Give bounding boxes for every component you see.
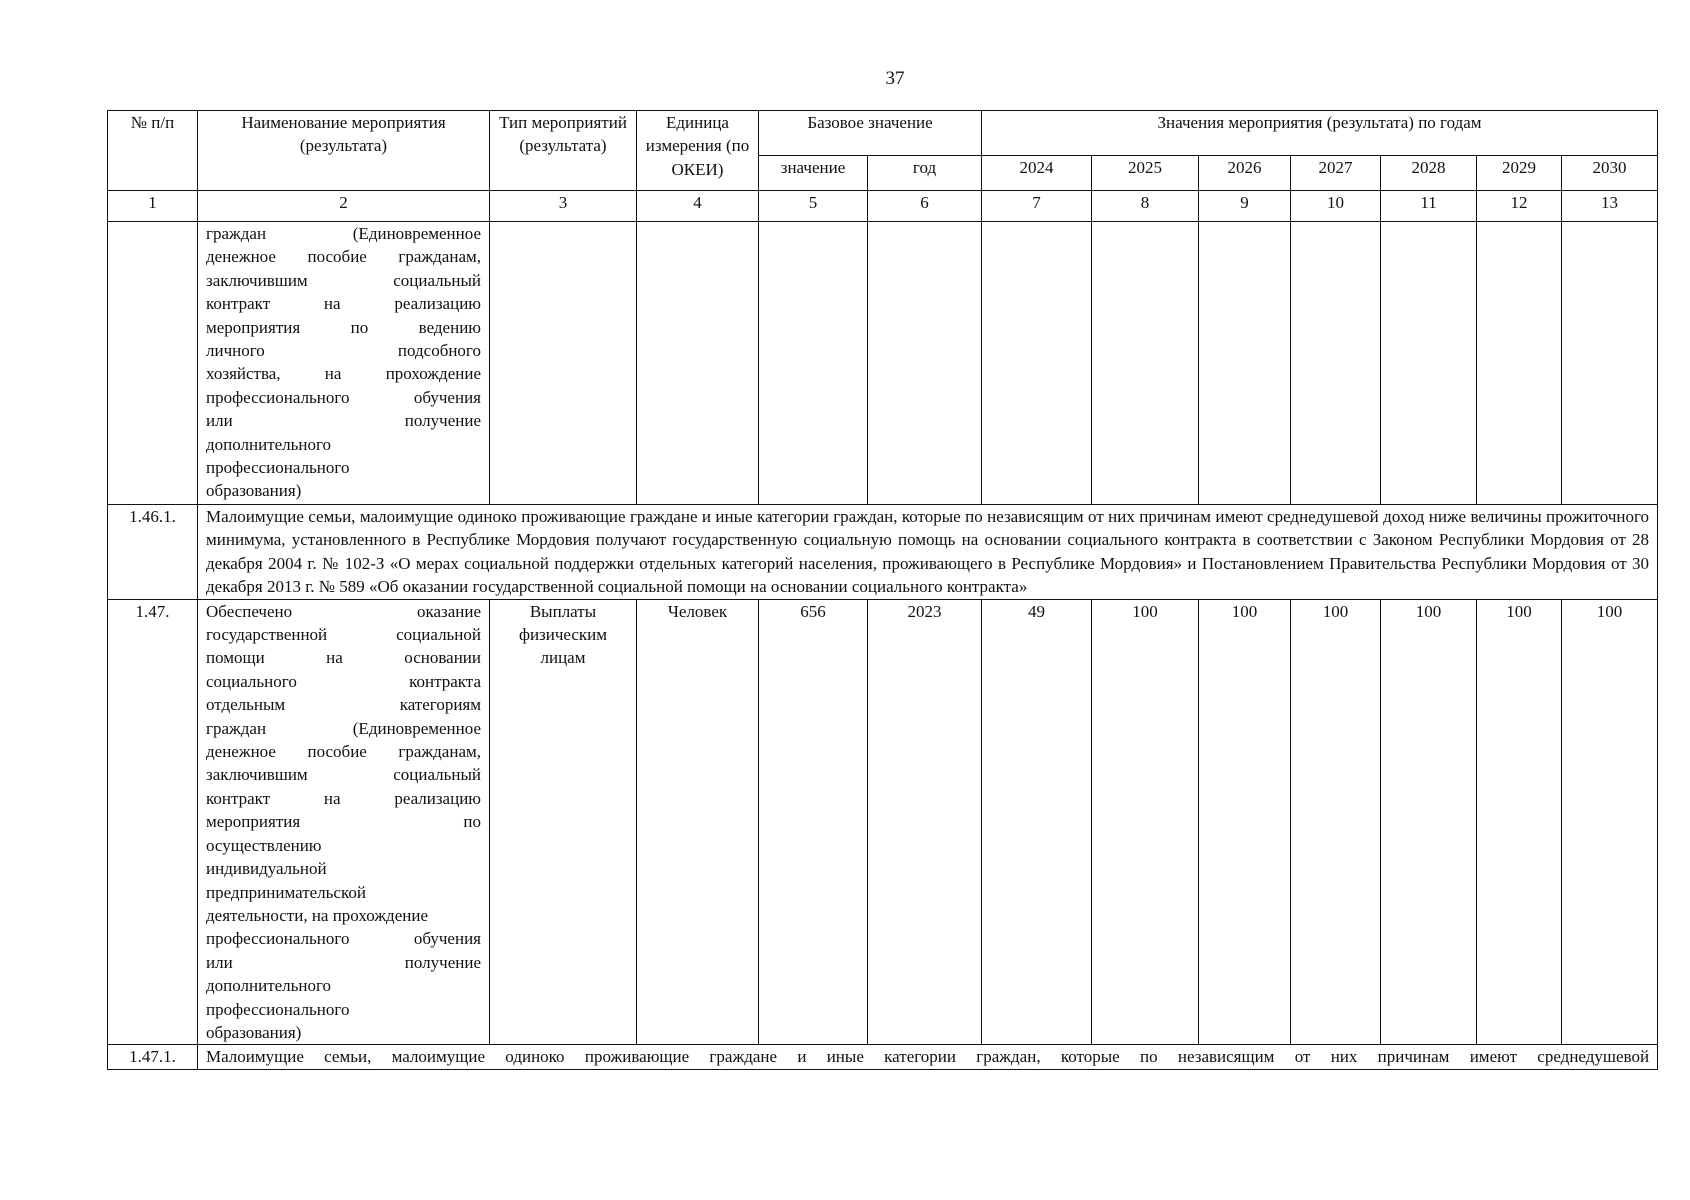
header-year: 2024: [982, 156, 1092, 191]
row-name-cell: [198, 599, 490, 1045]
table-row-1-47-1: [108, 1045, 1658, 1069]
row-num-cell: 1.47.1.: [108, 1045, 198, 1069]
empty-cell: [1092, 222, 1199, 505]
name-line: заключившим социальный: [206, 270, 481, 290]
empty-cell: [982, 222, 1092, 505]
row-base-value-cell: 656: [759, 599, 868, 1045]
name-line: контракт на реализацию: [206, 788, 481, 808]
header-year: 2029: [1477, 156, 1562, 191]
name-line: профессионального: [206, 458, 350, 478]
header-values-by-year: Значения мероприятия (результата) по годам: [982, 111, 1658, 156]
row-value-cell: 100: [1092, 599, 1199, 1045]
row-num-cell: 1.47.: [108, 599, 198, 1045]
empty-cell: [490, 222, 637, 505]
column-number: 9: [1199, 191, 1291, 222]
page-number: 37: [885, 68, 905, 89]
header-base: Базовое значение: [759, 111, 982, 156]
row-num-cell: [108, 222, 198, 505]
empty-cell: [1381, 222, 1477, 505]
name-line: заключившим социальный: [206, 765, 481, 785]
name-line: предпринимательской: [206, 882, 366, 902]
name-line: денежное пособие гражданам,: [206, 247, 481, 267]
name-line: осуществлению: [206, 835, 322, 855]
column-number: 7: [982, 191, 1092, 222]
name-line: профессионального: [206, 999, 350, 1019]
column-number: 12: [1477, 191, 1562, 222]
row-unit-cell: Человек: [637, 599, 759, 1045]
row-name-cell: [198, 222, 490, 505]
name-line: или получение: [206, 952, 481, 972]
header-base-year: год: [868, 156, 982, 191]
name-line: хозяйства, на прохождение: [206, 364, 481, 384]
name-line: мероприятия по ведению: [206, 317, 481, 337]
column-number: 1: [108, 191, 198, 222]
empty-cell: [1562, 222, 1658, 505]
header-year: 2025: [1092, 156, 1199, 191]
name-line: отдельным категориям: [206, 695, 481, 715]
column-number: 2: [198, 191, 490, 222]
header-unit: Единица измерения (по ОКЕИ): [637, 111, 759, 191]
empty-cell: [868, 222, 982, 505]
name-line: помощи на основании: [206, 648, 481, 668]
name-line: Обеспечено оказание: [206, 601, 481, 621]
row-description-cell: Малоимущие семьи, малоимущие одиноко проживающие граждане и иные категории граждан, которые по независящим от них причинам имеют среднедушевой: [198, 1045, 1658, 1069]
name-line: деятельности, на прохождение: [206, 905, 428, 925]
empty-cell: [1291, 222, 1381, 505]
row-value-cell: 49: [982, 599, 1092, 1045]
table-row-1-47: [108, 599, 1658, 1045]
column-number: 8: [1092, 191, 1199, 222]
header-base-value: значение: [759, 156, 868, 191]
name-line: социального контракта: [206, 671, 481, 691]
name-line: личного подсобного: [206, 341, 481, 361]
header-year: 2028: [1381, 156, 1477, 191]
row-type-cell: Выплаты физическим лицам: [490, 599, 637, 1045]
name-line: индивидуальной: [206, 859, 327, 879]
table-row-continuation: [108, 222, 1658, 505]
row-value-cell: 100: [1291, 599, 1381, 1045]
column-number: 10: [1291, 191, 1381, 222]
name-line: дополнительного: [206, 434, 332, 454]
row-value-cell: 100: [1381, 599, 1477, 1045]
results-table: [107, 110, 1658, 1070]
name-line: граждан (Единовременное: [206, 224, 481, 243]
name-line: или получение: [206, 411, 481, 431]
header-num: № п/п: [108, 111, 198, 191]
table-row-1-46-1: [108, 505, 1658, 600]
empty-cell: [1477, 222, 1562, 505]
header-year: 2026: [1199, 156, 1291, 191]
header-name: Наименование мероприятия (результата): [198, 111, 490, 191]
empty-cell: [759, 222, 868, 505]
column-number: 6: [868, 191, 982, 222]
header-year: 2027: [1291, 156, 1381, 191]
row-description-cell: Малоимущие семьи, малоимущие одиноко проживающие граждане и иные категории граждан, которые по независящим от них причинам имеют среднедушевой доход ниже величины прожиточного минимума, установленного в Республике Мордовия получают государственную социальную помощь на основании социального контракта в соответствии с Законом Республики Мордовия от 28 декабря 2004 г. № 102-З «О мерах социальной поддержки отдельных категорий населения, проживающего в Республике Мордовия» и Постановлением Правительства Республики Мордовия от 30 декабря 2013 г. № 589 «Об оказании государственной социальной помощи на основании социального контракта»: [198, 505, 1658, 600]
row-num-cell: 1.46.1.: [108, 505, 198, 600]
name-line: дополнительного: [206, 976, 332, 996]
name-line: государственной социальной: [206, 625, 481, 645]
column-number: 13: [1562, 191, 1658, 222]
header-type: Тип мероприятий (результата): [490, 111, 637, 191]
row-value-cell: 100: [1562, 599, 1658, 1045]
column-number: 3: [490, 191, 637, 222]
name-line: образования): [206, 1022, 302, 1042]
name-line: контракт на реализацию: [206, 294, 481, 314]
name-line: профессионального обучения: [206, 387, 481, 407]
column-number: 4: [637, 191, 759, 222]
header-year: 2030: [1562, 156, 1658, 191]
name-line: профессионального обучения: [206, 929, 481, 949]
name-line: граждан (Единовременное: [206, 718, 481, 738]
row-value-cell: 100: [1199, 599, 1291, 1045]
name-line: образования): [206, 481, 302, 501]
empty-cell: [637, 222, 759, 505]
column-number: 5: [759, 191, 868, 222]
empty-cell: [1199, 222, 1291, 505]
row-value-cell: 100: [1477, 599, 1562, 1045]
column-number: 11: [1381, 191, 1477, 222]
row-base-year-cell: 2023: [868, 599, 982, 1045]
name-line: мероприятия по: [206, 812, 481, 832]
name-line: денежное пособие гражданам,: [206, 742, 481, 762]
